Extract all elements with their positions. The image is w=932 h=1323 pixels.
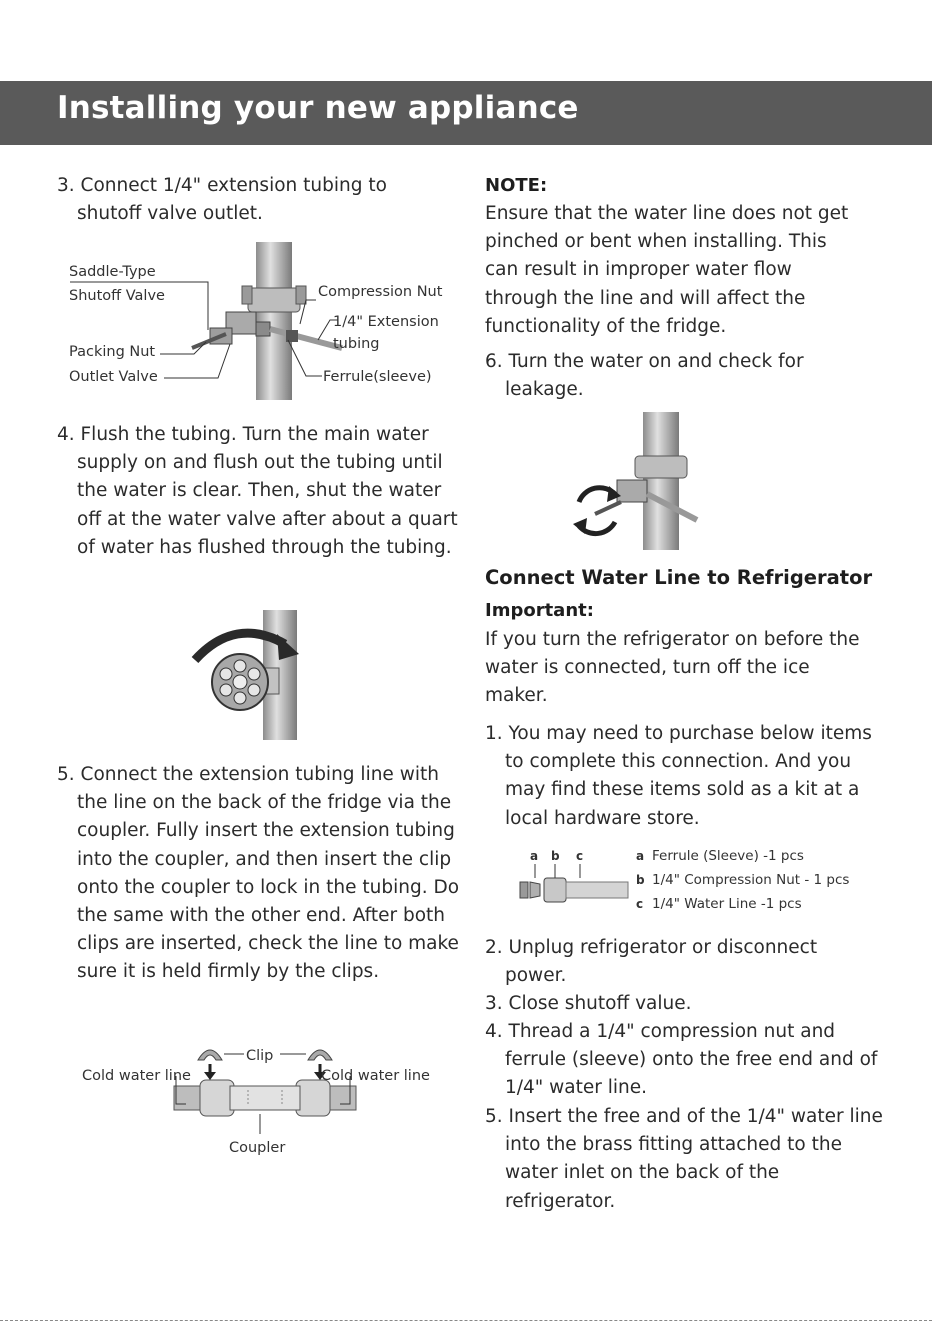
label-cold-water-right: Cold water line [321, 1068, 430, 1084]
part-key-b: b [636, 873, 645, 887]
step-5b-text: 5. Insert the free and of the 1/4" water line into the brass fitting attached to the water inlet on the back of the refrigerator. [485, 1106, 883, 1212]
label-ferrule: Ferrule(sleeve) [323, 369, 432, 385]
note-text: Ensure that the water line does not get pinched or bent when installing. This can result in improper water flow through the line and will affect the functionality of the fridge. [485, 203, 849, 337]
page-title: Installing your new appliance [57, 90, 579, 126]
part-key-c: c [636, 897, 644, 911]
label-saddle-line2: Shutoff Valve [69, 288, 165, 304]
part-item-compression-nut: 1/4" Compression Nut - 1 pcs [652, 872, 850, 888]
label-saddle-line1: Saddle-Type [69, 264, 156, 280]
step-4-text: 4. Flush the tubing. Turn the main water supply on and flush out the tubing until the water is clear. Then, shut the water off at the water valve after about a quart of water has flushed through the tubing. [57, 424, 458, 558]
label-extension-line2: tubing [333, 336, 380, 352]
part-item-ferrule: Ferrule (Sleeve) -1 pcs [652, 848, 804, 864]
label-outlet-valve: Outlet Valve [69, 369, 158, 385]
important-text: If you turn the refrigerator on before the water is connected, turn off the ice maker. [485, 629, 860, 707]
part-letter-c: c [576, 849, 584, 863]
leak-check-illustration [565, 410, 705, 552]
step-3b-text: 3. Close shutoff value. [485, 993, 692, 1014]
parts-illustration [518, 860, 630, 906]
part-key-a: a [636, 849, 645, 863]
step-2-text: 2. Unplug refrigerator or disconnect power. [485, 937, 818, 987]
step-3-text: 3. Connect 1/4" extension tubing to shutoff valve outlet. [57, 175, 387, 225]
section-heading: Connect Water Line to Refrigerator [485, 566, 873, 589]
part-letter-b: b [551, 849, 560, 863]
step-4b-text: 4. Thread a 1/4" compression nut and ferrule (sleeve) onto the free end and of 1/4" water line. [485, 1021, 878, 1099]
bottom-rule [0, 1320, 932, 1321]
label-compression-nut: Compression Nut [318, 284, 443, 300]
label-extension-line1: 1/4" Extension [333, 314, 439, 330]
step-6-text: 6. Turn the water on and check for leakage. [485, 351, 804, 401]
step-1-text: 1. You may need to purchase below items to complete this connection. And you may find these items sold as a kit at a local hardware store. [485, 723, 872, 829]
label-cold-water-left: Cold water line [82, 1068, 191, 1084]
label-packing-nut: Packing Nut [69, 344, 156, 360]
part-item-water-line: 1/4" Water Line -1 pcs [652, 896, 802, 912]
step-5-text: 5. Connect the extension tubing line with the line on the back of the fridge via the coupler. Fully insert the extension tubing into the coupler, and then insert the clip onto the coupler to lock in the tubing. Do the same with the other end. After both clips are inserted, check the line to make sure it is held firmly by the clips. [57, 764, 460, 983]
important-heading: Important: [485, 600, 594, 621]
note-heading: NOTE: [485, 175, 548, 196]
part-letter-a: a [530, 849, 539, 863]
valve-turn-illustration [185, 608, 305, 742]
label-clip: Clip [246, 1048, 274, 1064]
label-coupler: Coupler [229, 1140, 286, 1156]
